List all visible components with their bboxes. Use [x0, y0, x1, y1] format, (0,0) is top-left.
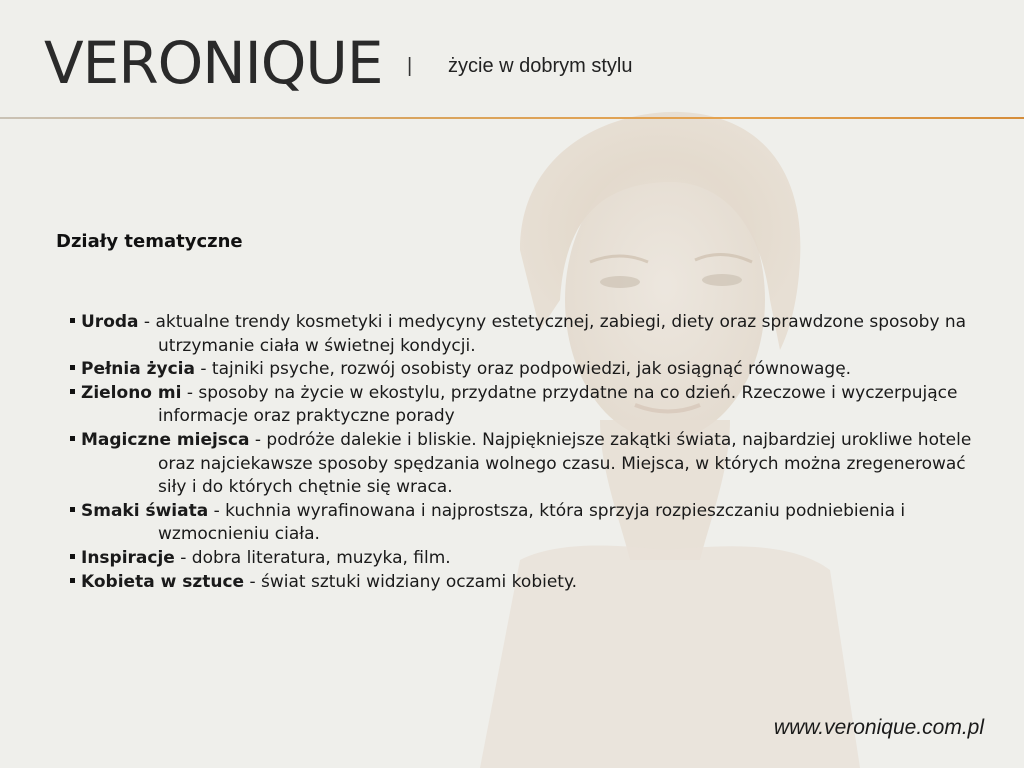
topic-name: Pełnia życia: [81, 359, 195, 380]
topic-description: - tajniki psyche, rozwój osobisty oraz podpowiedzi, jak osiągnąć równowagę.: [194, 359, 852, 380]
topic-name: Smaki świata: [81, 500, 209, 521]
topic-description: - sposoby na życie w ekostylu, przydatne przydatne na co dzień. Rzeczowe i wyczerpujące informacje oraz praktyczne porady: [158, 382, 958, 427]
square-bullet-icon: [70, 365, 75, 370]
header-separator: |: [407, 55, 413, 77]
topic-description: - świat sztuki widziany oczami kobiety.: [244, 571, 577, 592]
square-bullet-icon: [70, 436, 75, 441]
topic-name: Inspiracje: [81, 547, 175, 568]
square-bullet-icon: [70, 578, 75, 583]
topic-name: Uroda: [81, 312, 139, 332]
topic-name: Kobieta w sztuce: [81, 571, 245, 592]
list-item: [56, 547, 986, 571]
section-title: Działy tematyczne: [56, 231, 243, 252]
topic-description: - podróże dalekie i bliskie. Najpiękniejsze zakątki świata, najbardziej urokliwe hotele oraz najciekawsze sposoby spędzania wolnego czasu. Miejsca, w których można zregenerować siły i do których chętnie się wraca.: [158, 429, 972, 498]
square-bullet-icon: [70, 389, 75, 394]
topic-name: Magiczne miejsca: [81, 429, 250, 450]
website-link[interactable]: www.veronique.com.pl: [773, 716, 984, 739]
topic-list: [56, 311, 986, 594]
list-item: [56, 429, 986, 500]
topic-description: - aktualne trendy kosmetyki i medycyny estetycznej, zabiegi, diety oraz sprawdzone sposoby na utrzymanie ciała w świetnej kondycji.: [138, 312, 967, 356]
topic-description: - kuchnia wyrafinowana i najprostsza, która sprzyja rozpieszczaniu podniebienia i wzmocnieniu ciała.: [158, 500, 906, 545]
header-tagline: życie w dobrym stylu: [448, 55, 633, 77]
topic-description: - dobra literatura, muzyka, film.: [174, 547, 451, 568]
list-item: [56, 311, 986, 358]
veronique-logo: VERONIQUE: [44, 29, 383, 97]
list-item: [56, 571, 986, 595]
list-item: [56, 500, 986, 547]
square-bullet-icon: [70, 507, 75, 512]
topic-name: Zielono mi: [81, 382, 182, 403]
square-bullet-icon: [70, 318, 75, 323]
list-item: [56, 358, 986, 382]
square-bullet-icon: [70, 554, 75, 559]
list-item: [56, 382, 986, 429]
